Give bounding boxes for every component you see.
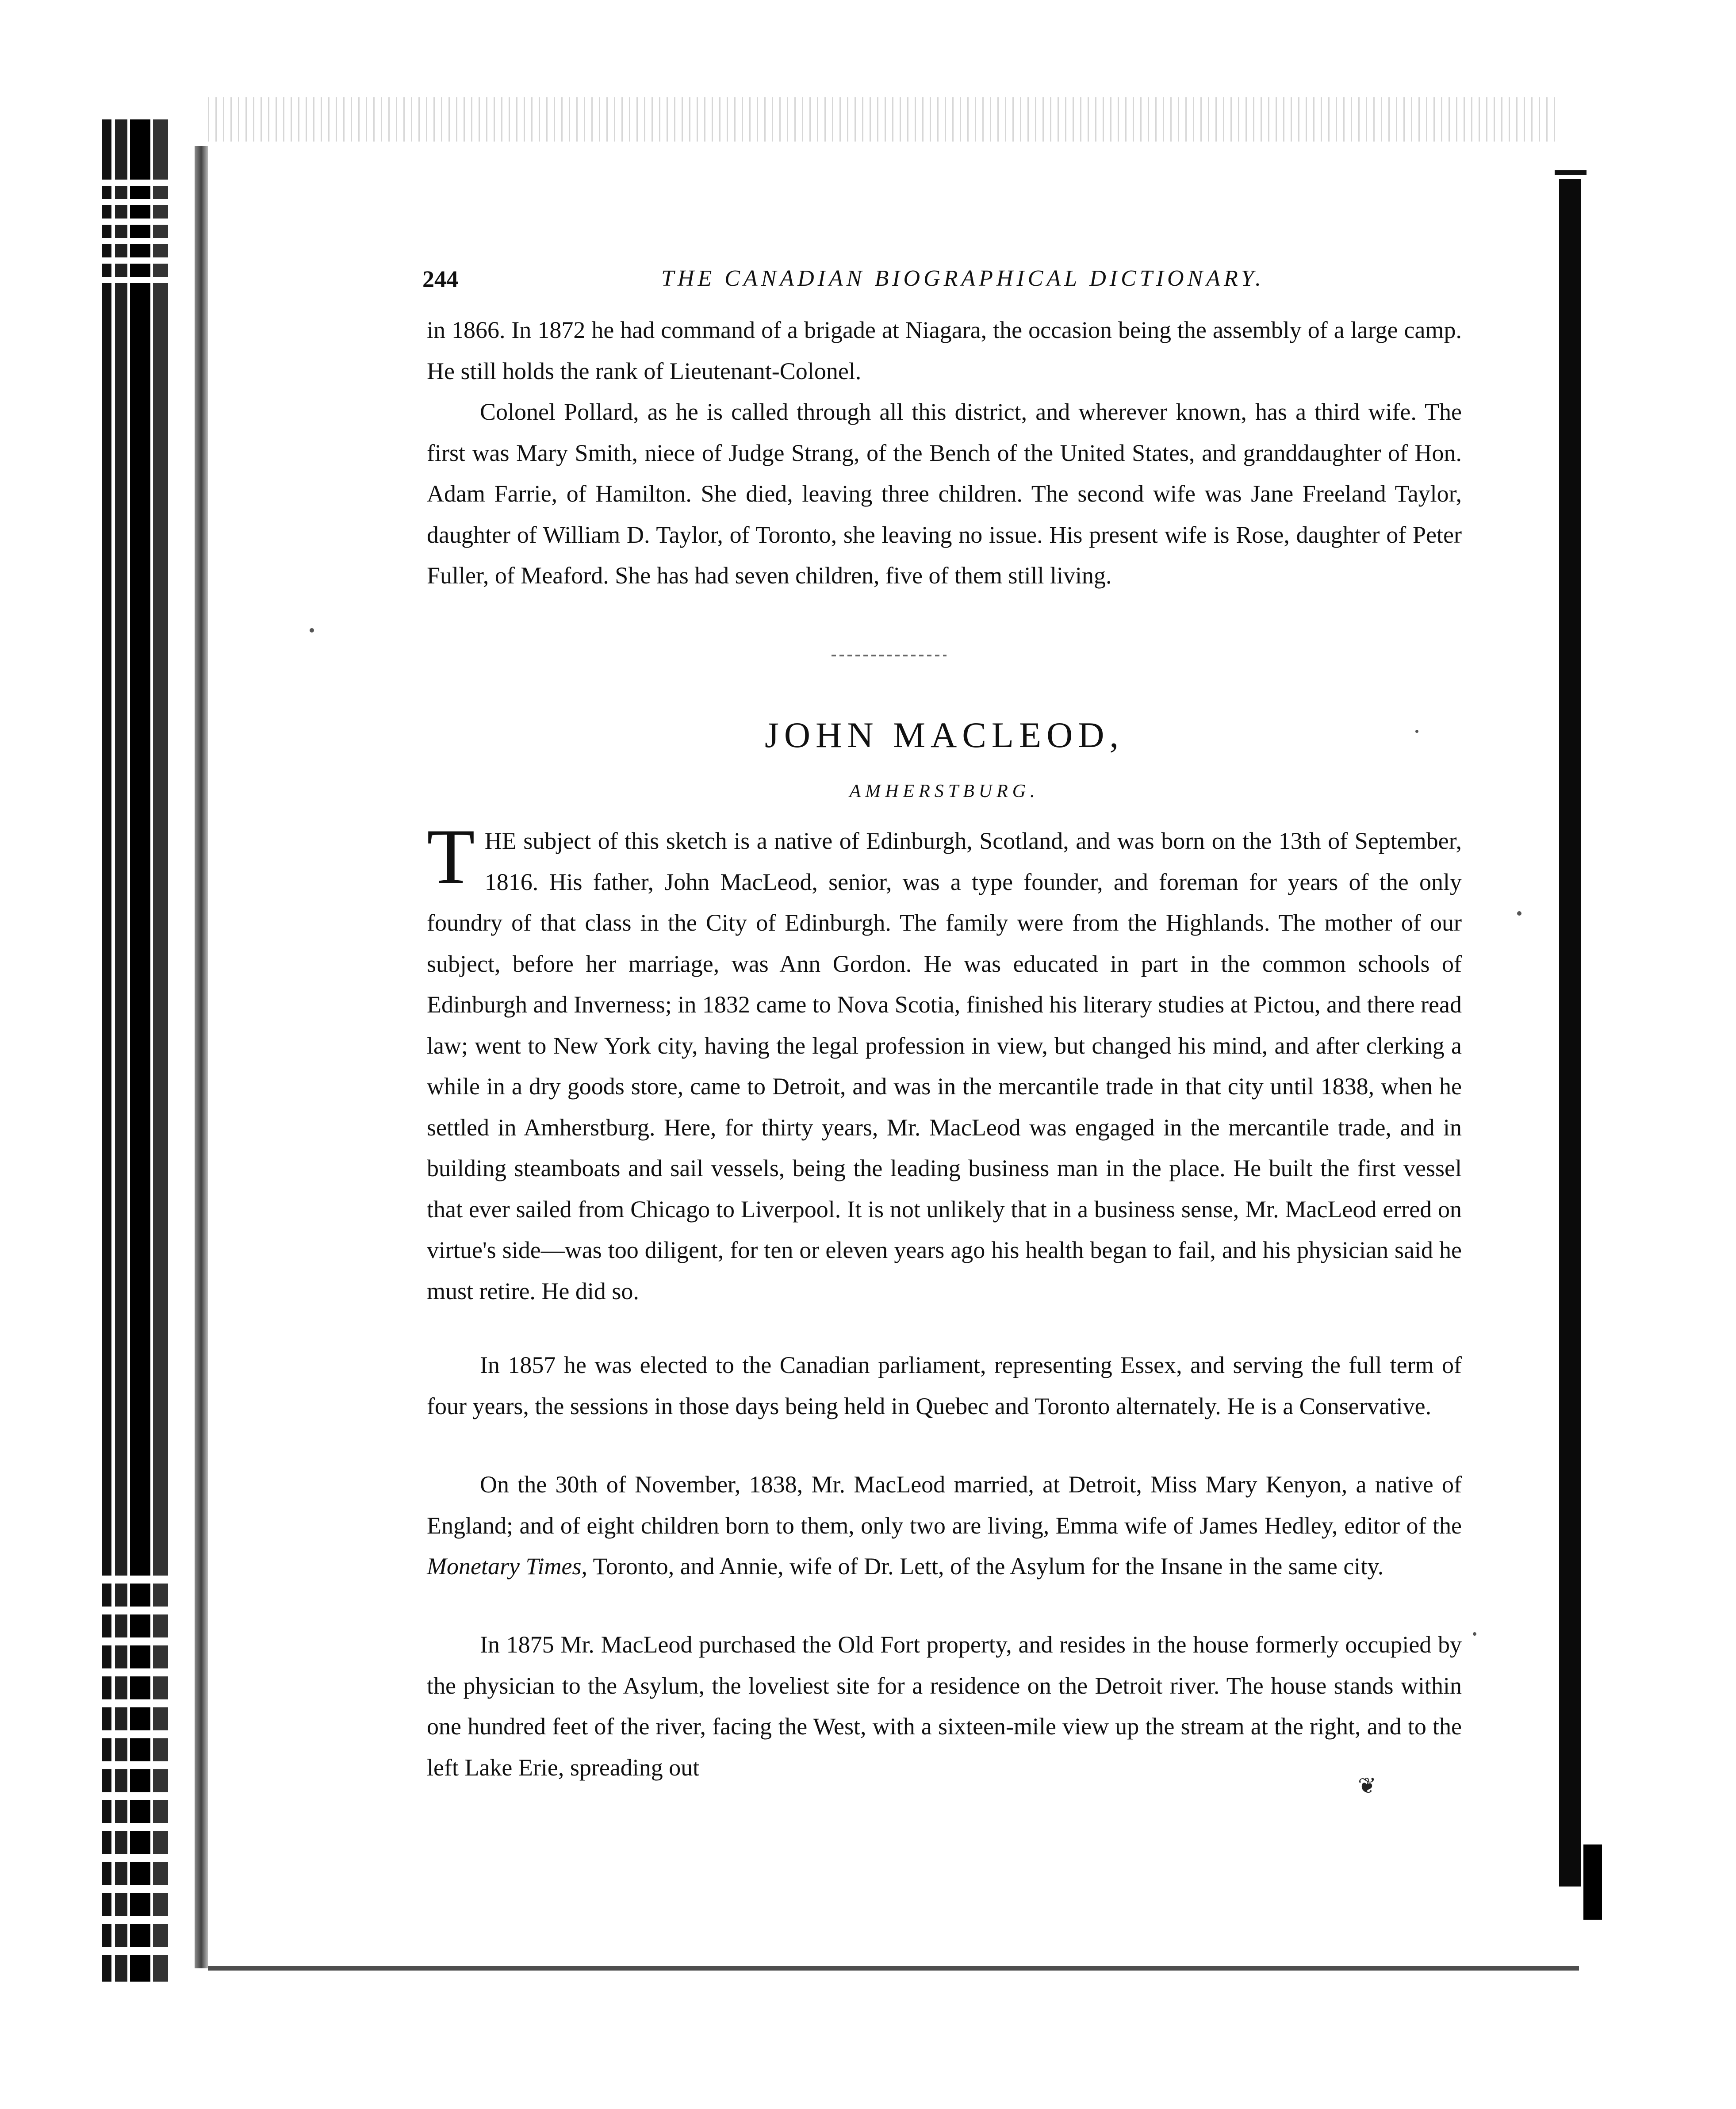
scan-edge-right-cap (1555, 170, 1587, 175)
drop-cap: T (427, 813, 475, 900)
previous-entry-paragraph: in 1866. In 1872 he had command of a brigade at Niagara, the occasion being the assembly of a large camp. He still holds the rank of Lieutenant-Colonel. (427, 317, 1462, 384)
scan-edge-right-block (1583, 1844, 1602, 1920)
printer-ornament: ❦ (1358, 1773, 1376, 1798)
scan-speck (310, 628, 314, 633)
entry-place: AMHERSTBURG. (849, 781, 1039, 801)
entry-paragraph-text: , Toronto, and Annie, wife of Dr. Lett, of the Asylum for the Insane in the same city. (581, 1553, 1384, 1580)
entry-paragraph (427, 813, 1462, 1311)
running-header (422, 265, 1431, 296)
scan-gutter-line (195, 146, 208, 1968)
scan-speck (1473, 1632, 1476, 1636)
entry-paragraph: In 1857 he was elected to the Canadian parliament, representing Essex, and serving the full term of four years, the sessions in those days being held in Quebec and Toronto alternately. He is a Conservative. (427, 1352, 1462, 1419)
scan-top-noise (208, 97, 1557, 142)
scan-edge-stripes-bottom (102, 1575, 168, 1955)
publication-title: Monetary Times (427, 1553, 582, 1580)
entry-paragraph-text: On the 30th of November, 1838, Mr. MacLeod married, at Detroit, Miss Mary Kenyon, a native of England; and of eight children born to them, only two are living, Emma wife of James Hedley, editor of the (427, 1471, 1462, 1539)
scan-edge-stripes-top (102, 168, 168, 283)
section-separator (832, 655, 947, 656)
running-title: THE CANADIAN BIOGRAPHICAL DICTIONARY. (661, 266, 1265, 291)
scan-bottom-line (208, 1966, 1579, 1971)
scan-edge-right (1559, 179, 1581, 1887)
entry-paragraph: In 1875 Mr. MacLeod purchased the Old Fort property, and resides in the house formerly occupied by the physician to the Asylum, the loveliest site for a residence on the Detroit river. The house stands within one hundred feet of the river, facing the West, with a sixteen-mile view up the stream at the right, and to the left Lake Erie, spreading out (427, 1631, 1462, 1781)
entry-paragraph-text: HE subject of this sketch is a native of Edinburgh, Scotland, and was born on the 13th of September, 1816. His father, John MacLeod, senior, was a type founder, and foreman for years of the only foundry of that class in the City of Edinburgh. The family were from the Highlands. The mother of our subject, before her marriage, was Ann Gordon. He was educated in part in the common schools of Edinburgh and Inverness; in 1832 came to Nova Scotia, finished his literary studies at Pictou, and there read law; went to New York city, having the legal profession in view, but changed his mind, and after clerking a while in a dry goods store, came to Detroit, and was in the mercantile trade in that city until 1838, when he settled in Amherstburg. Here, for thirty years, Mr. MacLeod was engaged in the mercantile trade, and in building steamboats and sail vessels, being the leading business man in the place. He built the first vessel that ever sailed from Chicago to Liverpool. It is not unlikely that in a business sense, Mr. MacLeod erred on virtue's side—was too diligent, for ten or eleven years ago his health began to fail, and his physician said he must retire. He did so. (427, 828, 1462, 1304)
entry-title: JOHN MACLEOD, (765, 715, 1124, 755)
previous-entry-paragraph: Colonel Pollard, as he is called through all this district, and wherever known, has a third wife. The first was Mary Smith, niece of Judge Strang, of the Bench of the United States, and granddaughter of Hon. Adam Farrie, of Hamilton. She died, leaving three children. The second wife was Jane Freeland Taylor, daughter of William D. Taylor, of Toronto, she leaving no issue. His present wife is Rose, daughter of Peter Fuller, of Meaford. She has had seven children, five of them still living. (427, 399, 1462, 589)
page-number: 244 (422, 266, 458, 292)
entry-paragraph (427, 1464, 1462, 1587)
scan-speck (1517, 911, 1521, 916)
